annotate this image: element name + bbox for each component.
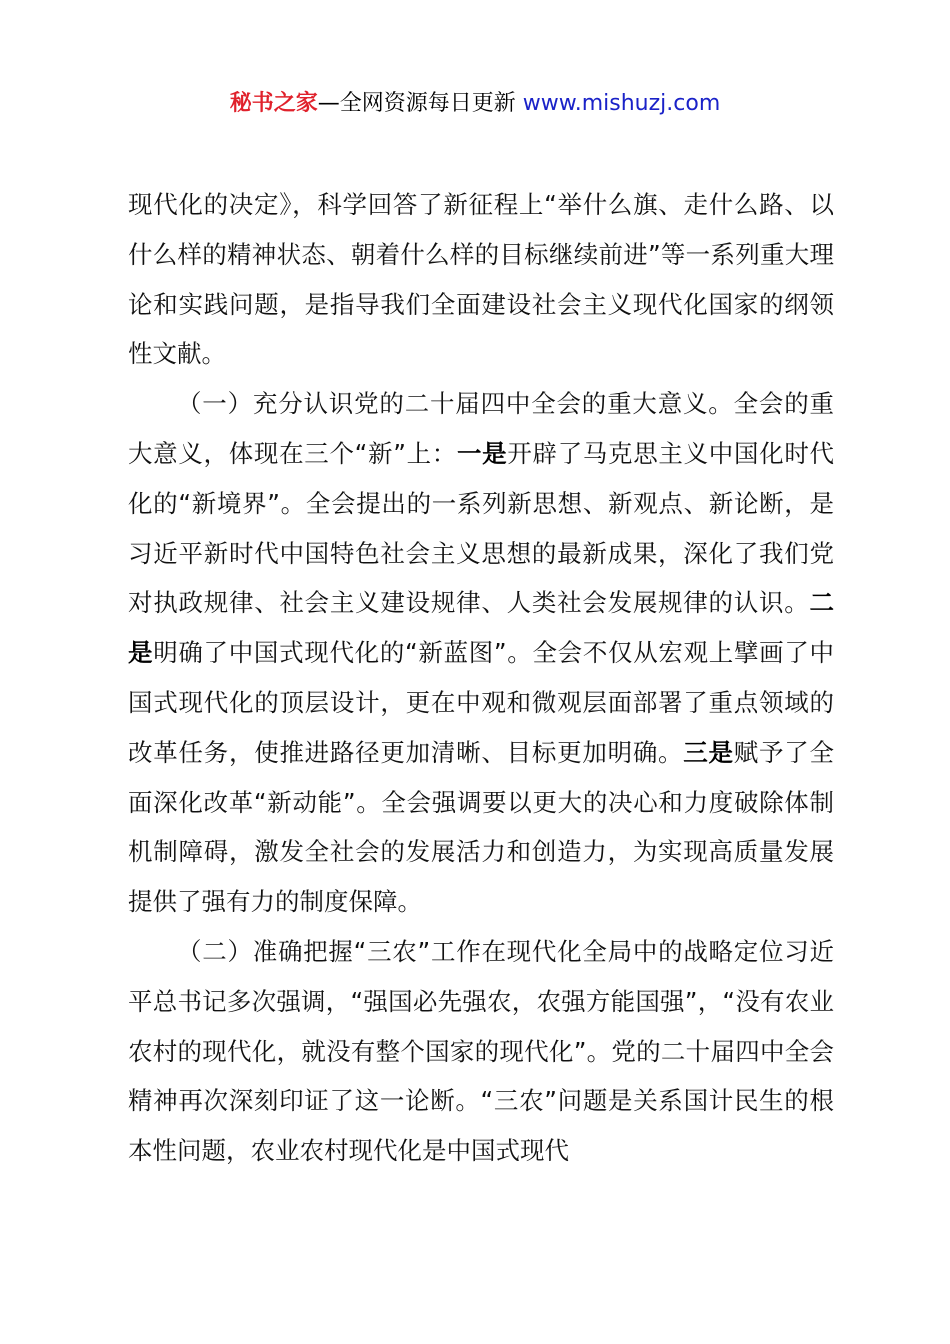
paragraph-2-intro: （一）充分认识党的二十届四中全会的重大意义。全会的重大意义，体现在三个“新”上： [128, 389, 834, 468]
point-1-text: 开辟了马克思主义中国化时代化的“新境界”。全会提出的一系列新思想、新观点、新论断，是习近平新时代中国特色社会主义思想的最新成果，深化了我们党对执政规律、社会主义建设规律、人类社会发展规律的认识。 [128, 438, 835, 618]
point-2-label: 二是 [128, 588, 834, 668]
website-link[interactable]: www.mishuzj.com [522, 91, 721, 116]
point-3-label: 三是 [683, 737, 734, 767]
point-2-text: 明确了中国式现代化的“新蓝图”。全会不仅从宏观上擘画了中国式现代化的顶层设计，更在中观和微观层面部署了重点领域的改革任务，使推进路径更加清晰、目标更加明确。 [128, 638, 834, 767]
page-header [0, 86, 950, 122]
point-1-label: 一是 [456, 438, 508, 468]
brand-name: 秘书之家 [229, 91, 318, 116]
paragraph-3: （二）准确把握“三农”工作在现代化全局中的战略定位习近平总书记多次强调，“强国必先强农，农强方能国强”，“没有农业农村的现代化，就没有整个国家的现代化”。党的二十届四中全会精神再次深刻印证了这一论断。“三农”问题是关系国计民生的根本性问题，农业农村现代化是中国式现代 [128, 936, 834, 1166]
paragraph-1: 现代化的决定》，科学回答了新征程上“举什么旗、走什么路、以什么样的精神状态、朝着什么样的目标继续前进”等一系列重大理论和实践问题，是指导我们全面建设社会主义现代化国家的纲领性文献。 [128, 190, 834, 369]
header-slogan: —全网资源每日更新 [317, 91, 523, 116]
point-3-text: 赋予了全面深化改革“新动能”。全会强调要以更大的决心和力度破除体制机制障碍，激发全社会的发展活力和创造力，为实现高质量发展提供了强有力的制度保障。 [128, 737, 835, 917]
paragraph-2 [128, 379, 834, 927]
document-body [128, 180, 834, 1176]
